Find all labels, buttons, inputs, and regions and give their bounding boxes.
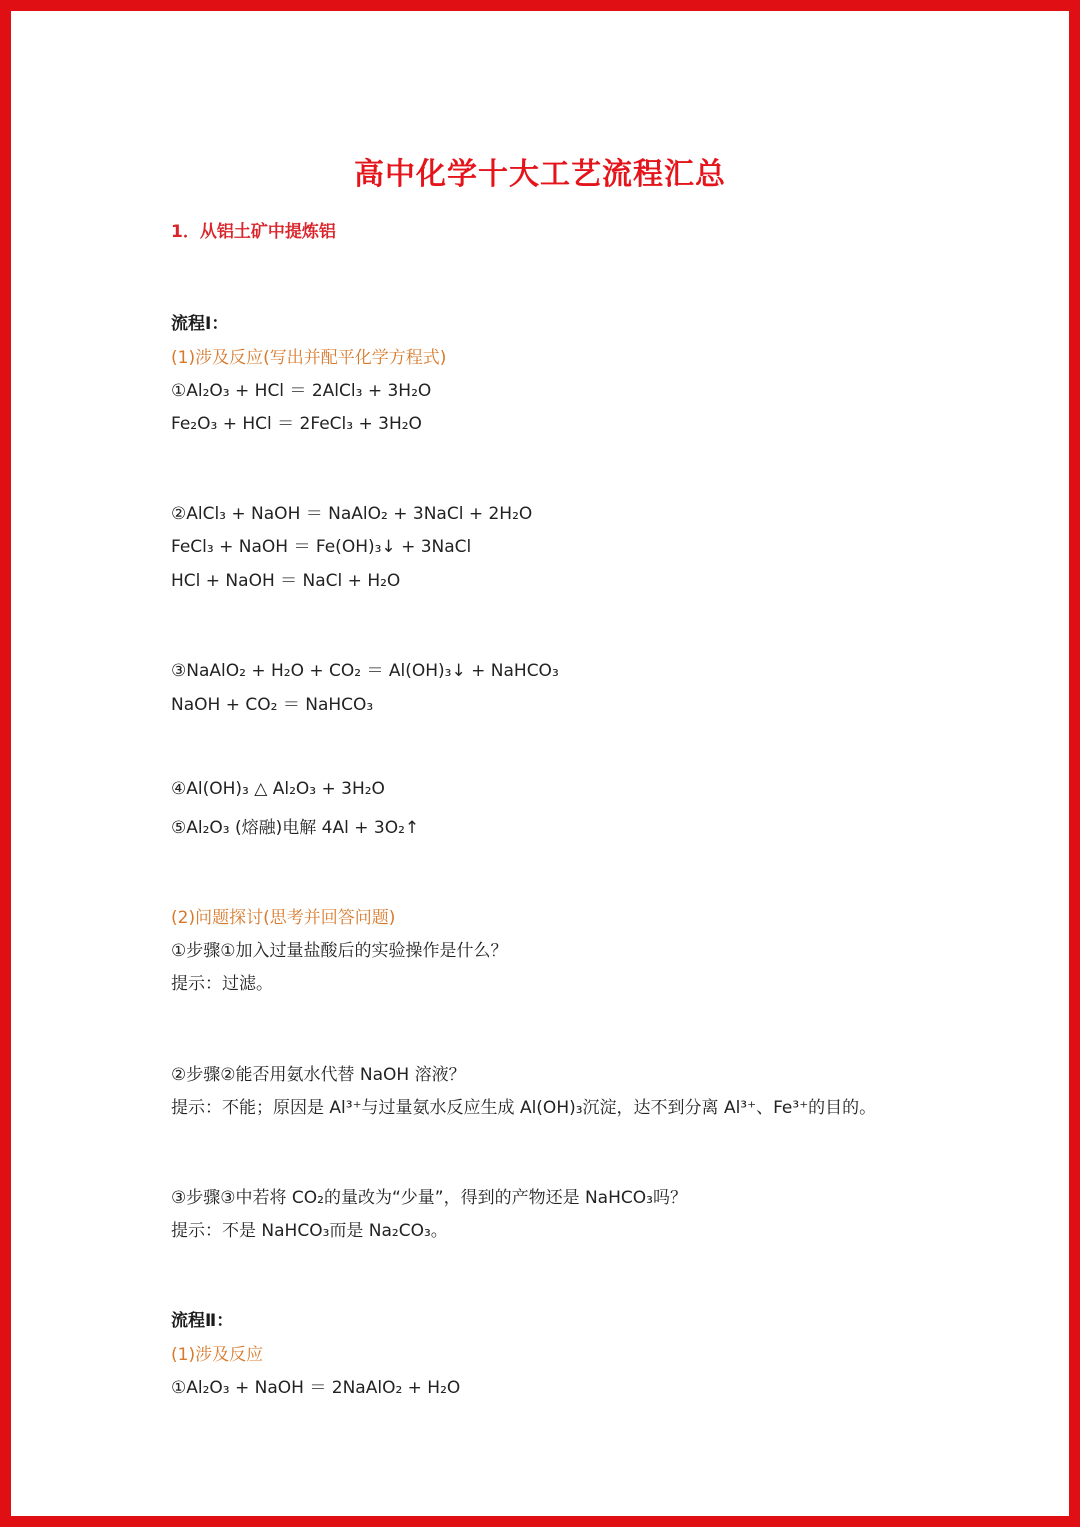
flow2-reactions-heading: (1)涉及反应 xyxy=(171,1345,264,1365)
section-heading: 1．从铝土矿中提炼铝 xyxy=(171,222,336,242)
question-line: ①步骤①加入过量盐酸后的实验操作是什么？ xyxy=(171,941,508,961)
answer-line: 提示：不是 NaHCO₃而是 Na₂CO₃。 xyxy=(171,1221,448,1241)
flow1-heading: 流程Ⅰ： xyxy=(171,314,229,334)
flow1-questions-heading: (2)问题探讨(思考并回答问题) xyxy=(171,908,396,928)
equation-line: ②AlCl₃ + NaOH ＝ NaAlO₂ + 3NaCl + 2H₂O xyxy=(171,504,533,524)
answer-line: 提示：不能；原因是 Al³⁺与过量氨水反应生成 Al(OH)₃沉淀，达不到分离 Al³⁺、Fe³⁺的目的。 xyxy=(171,1098,877,1118)
equation-line: ⑤Al₂O₃ (熔融)电解 4Al + 3O₂↑ xyxy=(171,818,420,838)
equation-line: FeCl₃ + NaOH ＝ Fe(OH)₃↓ + 3NaCl xyxy=(171,537,472,557)
flow1-reactions-heading: (1)涉及反应(写出并配平化学方程式) xyxy=(171,348,447,368)
answer-line: 提示：过滤。 xyxy=(171,974,273,994)
page-title: 高中化学十大工艺流程汇总 xyxy=(354,157,726,192)
question-line: ③步骤③中若将 CO₂的量改为“少量”，得到的产物还是 NaHCO₃吗？ xyxy=(171,1188,687,1208)
equation-line: ④Al(OH)₃ △ Al₂O₃ + 3H₂O xyxy=(171,779,385,799)
flow2-heading: 流程Ⅱ： xyxy=(171,1311,234,1331)
equation-line: NaOH + CO₂ ＝ NaHCO₃ xyxy=(171,695,374,715)
equation-line: ①Al₂O₃ + NaOH ＝ 2NaAlO₂ + H₂O xyxy=(171,1378,461,1398)
question-line: ②步骤②能否用氨水代替 NaOH 溶液？ xyxy=(171,1065,466,1085)
equation-line: HCl + NaOH ＝ NaCl + H₂O xyxy=(171,571,401,591)
equation-line: ①Al₂O₃ + HCl ＝ 2AlCl₃ + 3H₂O xyxy=(171,381,432,401)
equation-line: Fe₂O₃ + HCl ＝ 2FeCl₃ + 3H₂O xyxy=(171,414,422,434)
equation-line: ③NaAlO₂ + H₂O + CO₂ ＝ Al(OH)₃↓ + NaHCO₃ xyxy=(171,661,559,681)
